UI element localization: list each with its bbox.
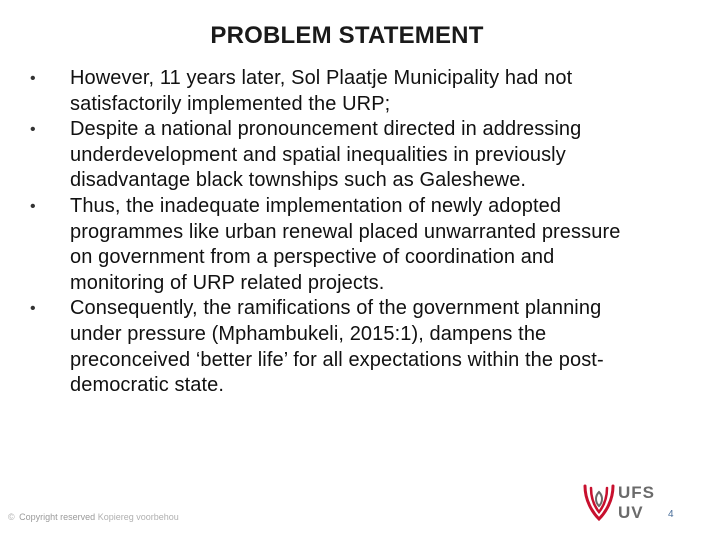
bullet-line: on government from a perspective of coordination and xyxy=(70,246,555,269)
bullet-list xyxy=(26,66,686,399)
slide-title: PROBLEM STATEMENT xyxy=(210,22,484,49)
bullet-line: Despite a national pronouncement directed in addressing xyxy=(70,118,582,141)
copyright-label-af: Kopiereg voorbehou xyxy=(97,512,179,522)
logo-text-ufs: UFS xyxy=(618,483,655,502)
bullet-line: disadvantage black townships such as Galeshewe. xyxy=(70,169,527,192)
bullet-line: preconceived ‘better life’ for all expectations within the post- xyxy=(70,348,604,371)
bullet-line: underdevelopment and spatial inequalities in previously xyxy=(70,143,566,166)
bullet-marker: • xyxy=(30,70,36,87)
bullet-marker: • xyxy=(30,121,36,139)
bullet-item xyxy=(26,296,686,398)
bullet-marker: • xyxy=(30,300,36,318)
bullet-line: However, 11 years later, Sol Plaatje Municipality had not xyxy=(70,67,573,89)
ufs-logo xyxy=(582,482,662,524)
bullet-line: monitoring of URP related projects. xyxy=(70,271,385,294)
bullet-line: Thus, the inadequate implementation of newly adopted xyxy=(70,194,562,217)
bullet-item xyxy=(26,194,686,296)
logo-text-uv: UV xyxy=(618,503,644,522)
ufs-crest-icon xyxy=(582,482,616,522)
page-number: 4 xyxy=(668,509,674,520)
copyright-notice xyxy=(8,512,179,522)
bullet-line: satisfactorily implemented the URP; xyxy=(70,92,391,115)
bullet-line: Consequently, the ramifications of the government planning xyxy=(70,297,602,320)
bullet-marker: • xyxy=(30,197,36,215)
bullet-item xyxy=(26,66,686,117)
bullet-item xyxy=(26,117,686,194)
bullet-line: programmes like urban renewal placed unwarranted pressure xyxy=(70,220,621,243)
copyright-label: Copyright reserved xyxy=(19,512,96,522)
bullet-line: democratic state. xyxy=(70,374,224,397)
bullet-line: under pressure (Mphambukeli, 2015:1), dampens the xyxy=(70,322,547,345)
copyright-icon: © xyxy=(8,512,15,522)
